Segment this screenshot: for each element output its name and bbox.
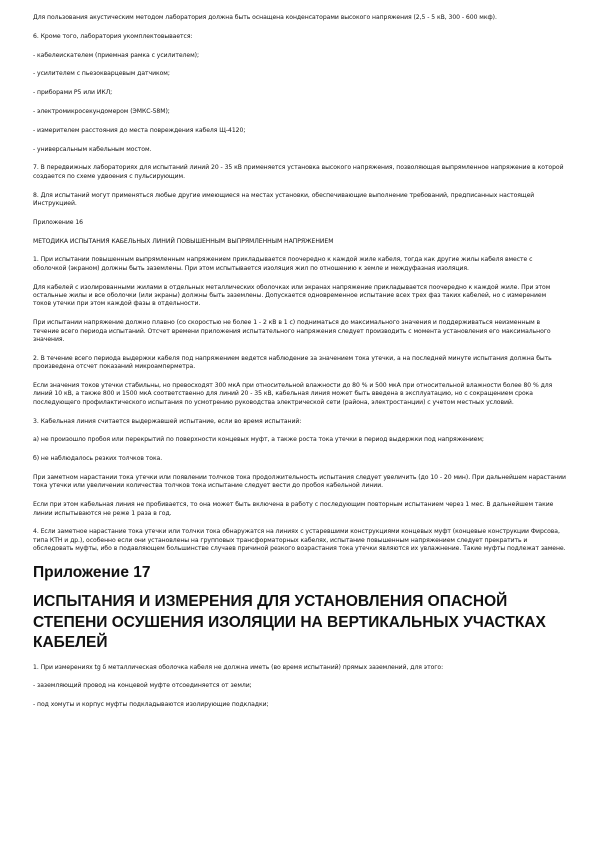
paragraph: 6. Кроме того, лаборатория укомплектовывается: (33, 32, 193, 40)
paragraph: Если значения токов утечки стабильны, но превосходят 300 мкА при относительной влажности до 80 % и 500 мкА при относительной влажности более 80 % для линий 10 кВ, а также 800 и 1500 мкА соответственно для линий 20 - 35 кВ, кабельная линия может быть введена в эксплуатацию, но с сокращением срока последующего профилактического испытания по усмотрению руководства электрической сети (района, электростанции) с учетом местных условий. (33, 382, 553, 406)
list-item: - заземляющий провод на концевой муфте отсоединяется от земли; (33, 682, 252, 690)
paragraph: 2. В течение всего периода выдержки кабеля под напряжением ведется наблюдение за значением тока утечки, а на последней минуте испытания должна быть произведена отсчет показаний микроамперметра. (33, 354, 552, 371)
list-item: - под хомуты и корпус муфты подкладываются изолирующие подкладки; (33, 701, 269, 709)
paragraph: Если при этом кабельная линия не пробивается, то она может быть включена в работу с последующим повторным испытанием через 1 мес. В дальнейшем такие линии испытываются не реже 1 раза в год. (33, 501, 554, 517)
list-item: - кабелеискателем (приемная рамка с усилителем); (33, 51, 199, 59)
appendix-17-heading: Приложение 17 (33, 564, 151, 582)
paragraph: 1. При измерениях tg δ металлическая оболочка кабеля не должна иметь (во время испытаний) прямых заземлений, для этого: (33, 663, 444, 671)
paragraph: При испытании напряжение должно плавно (со скоростью не более 1 - 2 кВ в 1 с) подниматься до максимального значения и поддерживаться неизменным в течение всего периода испытаний. Отсчет времени приложения испытательного напряжения следует производить с момента установления его максимального значения. (33, 319, 551, 343)
paragraph: При заметном нарастании тока утечки или появлении толчков тока продолжительность испытания следует увеличить (до 10 - 20 мин). При дальнейшем нарастании тока утечки или увеличении количества толчков тока испытание следует вести до пробоя кабельной линии. (33, 474, 566, 490)
list-item: - усилителем с пьезокварцевым датчиком; (33, 70, 170, 78)
paragraph: 7. В передвижных лабораториях для испытаний линий 20 - 35 кВ применяется установка высокого напряжения, позволяющая выпрямленное напряжение в которой создается по схеме удвоения с пульсирующим. (33, 164, 564, 180)
appendix-16-label: Приложение 16 (33, 218, 84, 226)
paragraph: 1. При испытании повышенным выпрямленным напряжением прикладывается поочередно к каждой жиле кабеля, тогда как другие жилы кабеля вместе с оболочкой (экраном) должны быть заземлены. При этом испытывается изоляция жил по отношению к земле и междуфазная изоляция. (33, 256, 533, 272)
list-item: - универсальным кабельным мостом. (33, 145, 152, 153)
paragraph: 8. Для испытаний могут применяться любые другие имеющиеся на местах установки, обеспечивающие выполнение требований, предписанных настоящей Инструкцией. (33, 191, 535, 207)
paragraph: 3. Кабельная линия считается выдержавшей испытание, если во время испытаний: (33, 417, 302, 425)
paragraph: а) не произошло пробоя или перекрытий по поверхности концевых муфт, а также роста тока утечки в период выдержки под напряжением; (33, 436, 484, 444)
paragraph: Для кабелей с изолированными жилами в отдельных металлических оболочках или экранах напряжение прикладывается поочередно к каждой жиле. При этом остальные жилы и все оболочки (или экраны) должны быть заземлены. Допускается одновременное испытание всех трех фаз таких кабелей, но с измерением токов утечки при этом каждой фазы в отдельности. (33, 283, 551, 308)
list-item: - измерителем расстояния до места повреждения кабеля Щ-4120; (33, 126, 246, 134)
bottom-text-block (33, 664, 566, 710)
paragraph: б) не наблюдалось резких толчков тока. (33, 455, 163, 463)
section-title: ИСПЫТАНИЯ И ИЗМЕРЕНИЯ ДЛЯ УСТАНОВЛЕНИЯ ОПАСНОЙ СТЕПЕНИ ОСУШЕНИЯ ИЗОЛЯЦИИ НА ВЕРТИКАЛЬНЫХ УЧАСТКАХ КАБЕЛЕЙ (33, 593, 546, 652)
list-item: - приборами Р5 или ИКЛ; (33, 89, 113, 97)
paragraph: 4. Если заметное нарастание тока утечки или толчки тока обнаружатся на линиях с устаревшими конструкциями концевых муфт (концевые конструкции Фирсова, типа КТН и др.), особенно если они установлены на групповых трансформаторных кабелях, испытание повышенным напряжением следует прекратить и обследовать муфты, ибо в подавляющем большинстве случаев причиной резкого возрастания тока утечки являются их увлажнение. Такие муфты подлежат замене. (33, 528, 566, 553)
paragraph: Для пользования акустическим методом лаборатория должна быть оснащена конденсаторами высокого напряжения (2,5 - 5 кВ, 300 - 600 мкф). (33, 14, 497, 21)
top-text-block (33, 14, 566, 554)
document-page (33, 14, 566, 720)
list-item: - электромикросекундомером (ЭМКС-58М); (33, 107, 170, 115)
method-title: МЕТОДИКА ИСПЫТАНИЯ КАБЕЛЬНЫХ ЛИНИЙ ПОВЫШЕННЫМ ВЫПРЯМЛЕННЫМ НАПРЯЖЕНИЕМ (33, 237, 334, 245)
